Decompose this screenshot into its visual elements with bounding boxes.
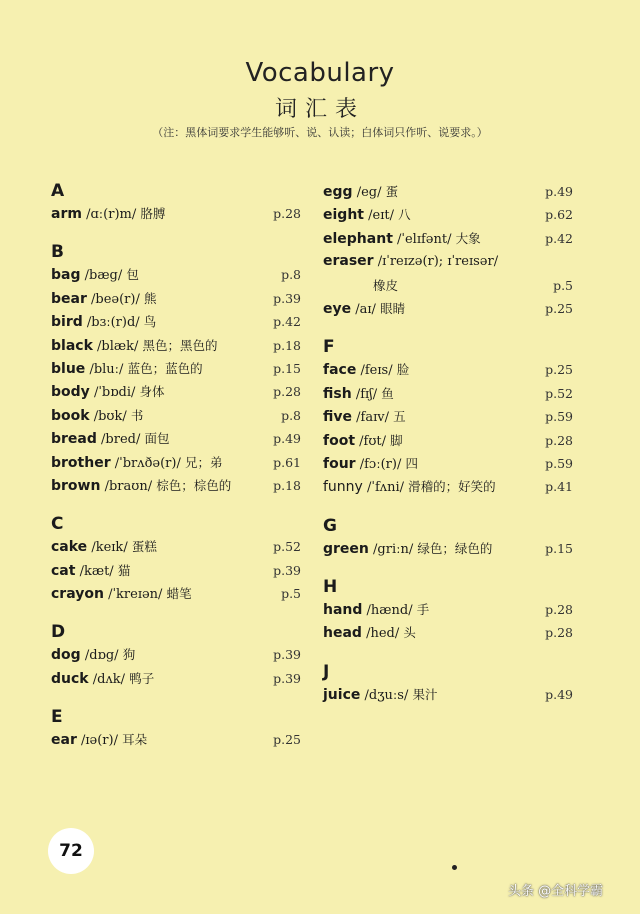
vocab-page-ref: p.18: [273, 337, 301, 353]
vocab-page-ref: p.18: [273, 477, 301, 493]
vocab-page-ref: p.62: [545, 207, 573, 223]
vocab-phonetic: /braʊn/: [104, 478, 153, 494]
vocab-page-ref: p.5: [553, 277, 573, 293]
vocab-page-ref: p.39: [273, 647, 301, 663]
vocabulary-column-right: [323, 180, 573, 706]
vocab-entry: [323, 452, 573, 475]
vocab-word: blue: [51, 360, 86, 377]
letter-section: [51, 621, 301, 690]
vocab-entry: [323, 405, 573, 428]
vocab-word: body: [51, 384, 90, 401]
vocabulary-column-left: [51, 180, 301, 752]
section-letter: F: [323, 337, 335, 358]
vocab-page-ref: p.28: [545, 625, 573, 641]
vocab-phonetic: /dʌk/: [92, 671, 126, 687]
vocab-phonetic: /blæk/: [97, 338, 139, 354]
section-letter: D: [51, 622, 66, 643]
vocab-entry: [51, 404, 301, 427]
vocab-entry: [51, 643, 301, 666]
vocab-phonetic: /aɪ/: [355, 301, 376, 317]
vocab-phonetic: /fɪʃ/: [355, 386, 378, 402]
vocab-entry: [323, 180, 573, 203]
page-number: 72: [48, 828, 94, 874]
vocab-word: fish: [323, 385, 352, 402]
vocab-word: bag: [51, 267, 81, 284]
vocab-meaning: 书: [130, 407, 144, 423]
vocab-entry: [323, 297, 573, 320]
vocab-word: funny: [323, 479, 363, 496]
vocab-phonetic: /hed/: [366, 626, 400, 642]
vocab-meaning: 蛋: [385, 184, 399, 199]
vocab-meaning: 面包: [144, 431, 170, 447]
vocab-page-ref: p.39: [273, 670, 301, 686]
vocab-entry: [323, 203, 573, 226]
vocab-entry: [51, 535, 301, 558]
vocab-word: brown: [51, 477, 101, 494]
vocab-word: eye: [323, 300, 352, 317]
vocab-word: foot: [323, 432, 356, 449]
vocab-page-ref: p.8: [281, 407, 301, 423]
vocab-page-ref: p.25: [273, 732, 301, 748]
section-letter: C: [51, 514, 64, 535]
vocab-entry: [51, 559, 301, 582]
vocab-page-ref: p.5: [281, 586, 301, 602]
vocab-phonetic: /keɪk/: [91, 540, 128, 556]
vocab-word: hand: [323, 602, 363, 619]
vocab-meaning: 黑色；黑色的: [142, 337, 218, 353]
vocab-meaning: 绿色；绿色的: [417, 540, 493, 556]
section-letter: E: [51, 707, 63, 728]
vocab-page-ref: p.59: [545, 455, 573, 471]
vocab-entry: [51, 357, 301, 380]
vocab-word: brother: [51, 454, 111, 471]
vocab-page-ref: p.39: [273, 562, 301, 578]
letter-section: [51, 180, 301, 225]
vocab-phonetic: /ɪə(r)/: [81, 733, 118, 749]
vocab-phonetic: /fɔː(r)/: [359, 456, 402, 472]
vocab-page-ref: p.49: [273, 431, 301, 447]
vocab-word: black: [51, 337, 93, 354]
vocab-word: head: [323, 625, 362, 642]
vocab-meaning: 滑稽的；好笑的: [408, 479, 496, 495]
section-letter: G: [323, 515, 337, 536]
letter-section: [51, 513, 301, 605]
vocab-page-ref: p.28: [545, 602, 573, 618]
section-letter: H: [323, 577, 338, 598]
letter-section: [323, 661, 573, 706]
vocab-meaning: 橡皮: [373, 277, 399, 293]
vocab-page-ref: p.42: [545, 230, 573, 246]
vocab-phonetic: /ɪˈreɪzə(r); ɪˈreɪsər/: [377, 254, 499, 270]
vocab-phonetic: /feɪs/: [360, 363, 393, 379]
vocab-word: green: [323, 540, 369, 557]
vocab-page-ref: p.39: [273, 290, 301, 306]
vocab-page-ref: p.15: [545, 540, 573, 556]
vocab-phonetic: /kæt/: [79, 563, 114, 579]
vocab-word: eight: [323, 207, 364, 224]
vocab-phonetic: /ˈbɒdi/: [93, 385, 136, 401]
vocab-entry: [323, 227, 573, 250]
vocab-meaning: 果汁: [412, 686, 438, 702]
vocab-meaning: 棕色；棕色的: [156, 477, 232, 493]
vocab-meaning: 脚: [390, 432, 403, 448]
vocab-page-ref: p.52: [273, 539, 301, 555]
vocab-meaning: 蛋糕: [131, 539, 157, 555]
vocab-meaning: 眼睛: [380, 300, 406, 316]
vocab-phonetic: /bɜː(r)d/: [86, 315, 140, 331]
page-subtitle: 词汇表: [274, 97, 365, 122]
vocab-phonetic: /hænd/: [366, 603, 413, 619]
vocab-entry: [323, 683, 573, 706]
vocab-meaning: 头: [403, 625, 416, 641]
vocab-meaning: 鱼: [381, 385, 394, 401]
letter-section: [323, 336, 573, 498]
vocab-page-ref: p.61: [273, 454, 301, 470]
vocab-page-ref: p.15: [273, 360, 301, 376]
vocab-meaning: 脸: [396, 362, 410, 378]
page-note: （注：黑体词要求学生能够听、说、认读；白体词只作听、说要求。）: [152, 126, 488, 139]
vocab-meaning: 蓝色；蓝色的: [127, 360, 203, 376]
watermark: 头条 @全科学霸: [508, 884, 604, 899]
vocab-word: five: [323, 409, 352, 426]
vocab-word: bird: [51, 314, 83, 331]
vocab-entry: [51, 263, 301, 286]
vocab-word: cake: [51, 539, 88, 556]
vocab-meaning: 五: [393, 409, 406, 425]
vocab-phonetic: /bʊk/: [93, 408, 127, 424]
vocab-word: four: [323, 455, 356, 472]
vocab-meaning: 包: [126, 267, 139, 283]
vocab-entry: [51, 474, 301, 497]
vocab-entry: [51, 667, 301, 690]
vocab-page-ref: p.28: [273, 384, 301, 400]
letter-section: [323, 515, 573, 560]
vocab-word: bear: [51, 290, 87, 307]
vocab-page-ref: p.8: [281, 267, 301, 283]
vocab-entry: [323, 537, 573, 560]
vocab-phonetic: /eɪt/: [368, 208, 394, 224]
vocab-phonetic: /bluː/: [89, 361, 124, 377]
vocab-page-ref: p.28: [545, 432, 573, 448]
section-letter: A: [51, 181, 65, 201]
vocab-word: duck: [51, 670, 89, 687]
vocab-phonetic: /dʒuːs/: [364, 687, 409, 703]
vocab-meaning: 鸟: [143, 314, 157, 330]
vocab-entry: [51, 310, 301, 333]
section-letter: B: [51, 242, 64, 263]
vocab-phonetic: /ˈfʌni/: [366, 480, 405, 496]
vocab-meaning: 身体: [139, 384, 165, 400]
vocab-meaning: 狗: [122, 647, 136, 663]
vocab-word: egg: [323, 184, 353, 200]
vocab-entry: [51, 451, 301, 474]
letter-section: [323, 576, 573, 645]
vocab-entry: [323, 429, 573, 452]
vocab-phonetic: /beə(r)/: [91, 291, 140, 307]
vocab-entry: [51, 728, 301, 751]
vocab-entry: [323, 358, 573, 381]
letter-section: [51, 706, 301, 751]
page-title: Vocabulary: [245, 58, 395, 88]
vocab-word: elephant: [323, 230, 393, 247]
vocab-phonetic: /griːn/: [373, 541, 414, 557]
vocab-word: arm: [51, 206, 82, 222]
vocab-phonetic: /ˈelɪfənt/: [397, 231, 452, 247]
vocab-meaning: 八: [398, 207, 411, 223]
vocab-word: juice: [323, 686, 361, 703]
vocab-phonetic: /ɑː(r)m/: [86, 207, 137, 222]
vocab-entry: [323, 250, 573, 297]
vocab-entry: [51, 582, 301, 605]
vocab-meaning: 鸭子: [129, 670, 155, 686]
vocab-entry: [323, 621, 573, 644]
vocab-meaning: 兄；弟: [184, 454, 223, 470]
vocab-phonetic: /fʊt/: [359, 433, 387, 449]
vocab-entry: [323, 382, 573, 405]
dot-mark: [452, 865, 457, 870]
vocab-page-ref: p.52: [545, 385, 573, 401]
vocab-meaning: 手: [416, 602, 430, 618]
vocab-word: book: [51, 407, 90, 424]
vocab-entry: [51, 202, 301, 225]
vocab-phonetic: /faɪv/: [356, 410, 389, 426]
vocab-page-ref: p.49: [545, 686, 573, 702]
vocab-word: cat: [51, 562, 76, 579]
section-letter: J: [323, 661, 330, 682]
vocab-page-ref: p.41: [545, 479, 573, 495]
vocab-meaning: 猫: [117, 562, 131, 578]
vocab-page-ref: p.42: [273, 314, 301, 330]
vocab-page-ref: p.25: [545, 300, 573, 316]
vocab-meaning: 大象: [455, 230, 481, 246]
vocab-phonetic: /ˈkreɪən/: [108, 587, 163, 603]
vocab-page-ref: p.28: [273, 206, 301, 221]
vocab-meaning: 胳膊: [140, 206, 166, 221]
vocab-word: crayon: [51, 586, 104, 603]
vocab-phonetic: /ˈbrʌðə(r)/: [114, 455, 181, 471]
vocab-word: bread: [51, 431, 97, 448]
vocab-word: eraser: [323, 253, 374, 270]
vocab-page-ref: p.25: [545, 362, 573, 378]
vocab-phonetic: /dɒg/: [84, 648, 119, 664]
vocab-page-ref: p.59: [545, 409, 573, 425]
letter-section: [323, 180, 573, 320]
vocab-entry: [51, 427, 301, 450]
vocab-entry: [51, 334, 301, 357]
letter-section: [51, 241, 301, 497]
vocab-phonetic: /bæg/: [84, 268, 123, 284]
vocab-entry: [323, 598, 573, 621]
vocab-entry: [323, 475, 573, 498]
vocab-word: face: [323, 362, 357, 379]
vocab-entry: [51, 287, 301, 310]
vocab-word: dog: [51, 647, 81, 664]
vocab-word: ear: [51, 732, 77, 749]
vocab-meaning: 蜡笔: [166, 586, 192, 602]
vocab-meaning: 四: [405, 455, 418, 471]
vocab-meaning: 耳朵: [122, 732, 148, 748]
vocab-phonetic: /eg/: [356, 185, 382, 200]
vocab-phonetic: /bred/: [101, 432, 141, 448]
vocab-page-ref: p.49: [545, 184, 573, 199]
vocab-entry: [51, 380, 301, 403]
vocab-meaning: 熊: [143, 290, 157, 306]
